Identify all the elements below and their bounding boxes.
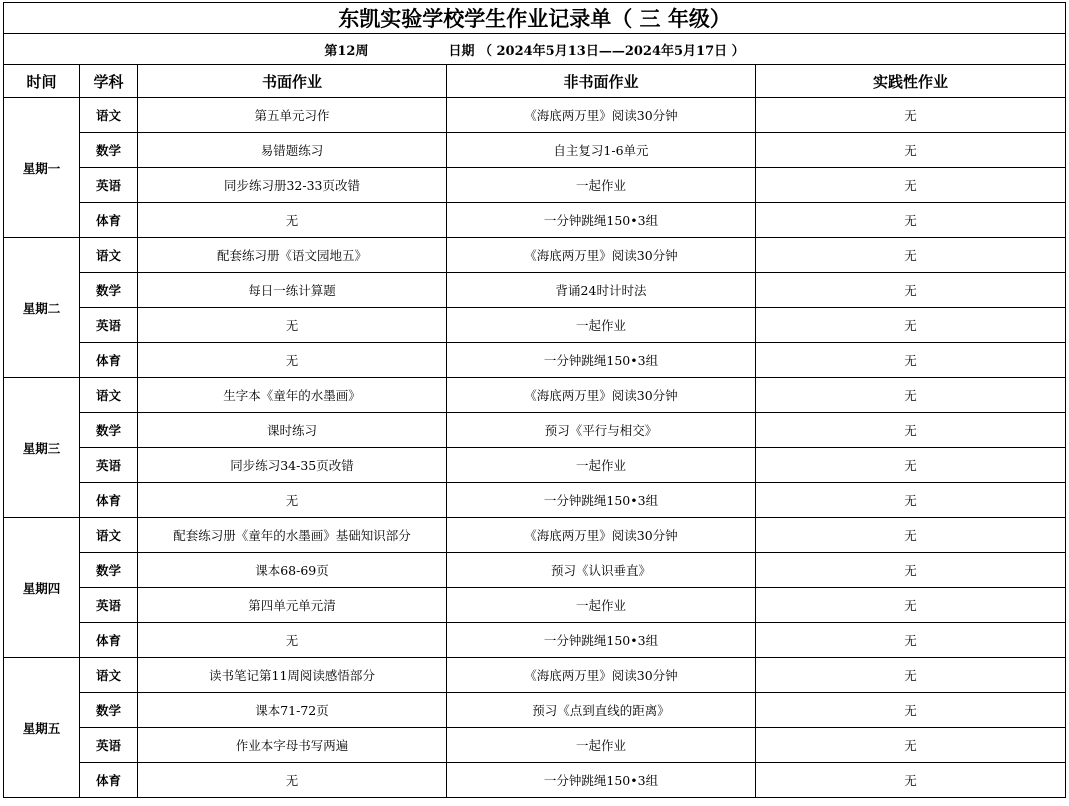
written-homework-cell: 易错题练习: [138, 133, 447, 168]
week-date-cell: [4, 34, 1066, 65]
nonwritten-homework-cell: 《海底两万里》阅读30分钟: [447, 98, 756, 133]
subject-cell: 数学: [80, 413, 138, 448]
written-homework-cell: 无: [138, 308, 447, 343]
practical-homework-cell: 无: [756, 308, 1066, 343]
nonwritten-homework-cell: 一起作业: [447, 588, 756, 623]
nonwritten-homework-cell: 一分钟跳绳150•3组: [447, 763, 756, 798]
subject-cell: 数学: [80, 133, 138, 168]
practical-homework-cell: 无: [756, 483, 1066, 518]
subject-cell: 英语: [80, 308, 138, 343]
subject-cell: 语文: [80, 98, 138, 133]
subject-cell: 体育: [80, 763, 138, 798]
practical-homework-cell: 无: [756, 98, 1066, 133]
table-row: [4, 518, 1066, 553]
table-row: [4, 308, 1066, 343]
practical-homework-cell: 无: [756, 448, 1066, 483]
header-practical: 实践性作业: [756, 65, 1066, 98]
written-homework-cell: 无: [138, 483, 447, 518]
written-homework-cell: 课本71-72页: [138, 693, 447, 728]
nonwritten-homework-cell: 一起作业: [447, 308, 756, 343]
subject-cell: 英语: [80, 728, 138, 763]
page-title: 东凯实验学校学生作业记录单（ 三 年级）: [4, 3, 1066, 34]
practical-homework-cell: 无: [756, 378, 1066, 413]
day-cell: 星期二: [4, 238, 80, 378]
nonwritten-homework-cell: 预习《平行与相交》: [447, 413, 756, 448]
written-homework-cell: 无: [138, 343, 447, 378]
title-row: [4, 3, 1066, 34]
nonwritten-homework-cell: 一起作业: [447, 728, 756, 763]
homework-record-table: [3, 2, 1066, 798]
table-row: [4, 763, 1066, 798]
date-range: 日期 （ 2024年5月13日——2024年5月17日 ）: [448, 43, 745, 59]
written-homework-cell: 课本68-69页: [138, 553, 447, 588]
table-row: [4, 203, 1066, 238]
nonwritten-homework-cell: 《海底两万里》阅读30分钟: [447, 658, 756, 693]
subject-cell: 英语: [80, 588, 138, 623]
practical-homework-cell: 无: [756, 273, 1066, 308]
table-row: [4, 238, 1066, 273]
day-cell: 星期五: [4, 658, 80, 798]
subject-cell: 语文: [80, 658, 138, 693]
subject-cell: 语文: [80, 378, 138, 413]
table-row: [4, 623, 1066, 658]
practical-homework-cell: 无: [756, 588, 1066, 623]
nonwritten-homework-cell: 预习《点到直线的距离》: [447, 693, 756, 728]
nonwritten-homework-cell: 《海底两万里》阅读30分钟: [447, 378, 756, 413]
practical-homework-cell: 无: [756, 763, 1066, 798]
subject-cell: 英语: [80, 448, 138, 483]
header-time: 时间: [4, 65, 80, 98]
day-cell: 星期三: [4, 378, 80, 518]
table-row: [4, 483, 1066, 518]
header-subject: 学科: [80, 65, 138, 98]
nonwritten-homework-cell: 背诵24时计时法: [447, 273, 756, 308]
table-row: [4, 728, 1066, 763]
practical-homework-cell: 无: [756, 203, 1066, 238]
written-homework-cell: 第五单元习作: [138, 98, 447, 133]
header-written: 书面作业: [138, 65, 447, 98]
day-cell: 星期四: [4, 518, 80, 658]
day-cell: 星期一: [4, 98, 80, 238]
written-homework-cell: 生字本《童年的水墨画》: [138, 378, 447, 413]
subject-cell: 体育: [80, 483, 138, 518]
subject-cell: 英语: [80, 168, 138, 203]
written-homework-cell: 读书笔记第11周阅读感悟部分: [138, 658, 447, 693]
table-row: [4, 413, 1066, 448]
written-homework-cell: 课时练习: [138, 413, 447, 448]
table-row: [4, 98, 1066, 133]
nonwritten-homework-cell: 自主复习1-6单元: [447, 133, 756, 168]
written-homework-cell: 同步练习34-35页改错: [138, 448, 447, 483]
table-row: [4, 168, 1066, 203]
subject-cell: 体育: [80, 203, 138, 238]
header-nonwritten: 非书面作业: [447, 65, 756, 98]
practical-homework-cell: 无: [756, 238, 1066, 273]
practical-homework-cell: 无: [756, 693, 1066, 728]
written-homework-cell: 无: [138, 203, 447, 238]
table-row: [4, 133, 1066, 168]
practical-homework-cell: 无: [756, 553, 1066, 588]
subject-cell: 语文: [80, 238, 138, 273]
written-homework-cell: 作业本字母书写两遍: [138, 728, 447, 763]
practical-homework-cell: 无: [756, 413, 1066, 448]
nonwritten-homework-cell: 一分钟跳绳150•3组: [447, 203, 756, 238]
table-body: [4, 98, 1066, 798]
subject-cell: 语文: [80, 518, 138, 553]
practical-homework-cell: 无: [756, 623, 1066, 658]
practical-homework-cell: 无: [756, 728, 1066, 763]
nonwritten-homework-cell: 《海底两万里》阅读30分钟: [447, 238, 756, 273]
week-label: 第12周: [324, 43, 369, 59]
table-row: [4, 273, 1066, 308]
subject-cell: 数学: [80, 553, 138, 588]
subject-cell: 体育: [80, 623, 138, 658]
table-row: [4, 343, 1066, 378]
subject-cell: 数学: [80, 273, 138, 308]
written-homework-cell: 每日一练计算题: [138, 273, 447, 308]
practical-homework-cell: 无: [756, 658, 1066, 693]
practical-homework-cell: 无: [756, 168, 1066, 203]
written-homework-cell: 无: [138, 623, 447, 658]
nonwritten-homework-cell: 一分钟跳绳150•3组: [447, 343, 756, 378]
nonwritten-homework-cell: 一起作业: [447, 168, 756, 203]
subject-cell: 数学: [80, 693, 138, 728]
subject-cell: 体育: [80, 343, 138, 378]
nonwritten-homework-cell: 一分钟跳绳150•3组: [447, 483, 756, 518]
nonwritten-homework-cell: 预习《认识垂直》: [447, 553, 756, 588]
nonwritten-homework-cell: 一起作业: [447, 448, 756, 483]
table-row: [4, 448, 1066, 483]
table-row: [4, 658, 1066, 693]
practical-homework-cell: 无: [756, 343, 1066, 378]
column-header-row: [4, 65, 1066, 98]
written-homework-cell: 同步练习册32-33页改错: [138, 168, 447, 203]
table-row: [4, 693, 1066, 728]
written-homework-cell: 配套练习册《语文园地五》: [138, 238, 447, 273]
table-row: [4, 588, 1066, 623]
practical-homework-cell: 无: [756, 133, 1066, 168]
nonwritten-homework-cell: 《海底两万里》阅读30分钟: [447, 518, 756, 553]
subtitle-row: [4, 34, 1066, 65]
table-row: [4, 378, 1066, 413]
written-homework-cell: 第四单元单元清: [138, 588, 447, 623]
written-homework-cell: 配套练习册《童年的水墨画》基础知识部分: [138, 518, 447, 553]
practical-homework-cell: 无: [756, 518, 1066, 553]
nonwritten-homework-cell: 一分钟跳绳150•3组: [447, 623, 756, 658]
table-row: [4, 553, 1066, 588]
written-homework-cell: 无: [138, 763, 447, 798]
